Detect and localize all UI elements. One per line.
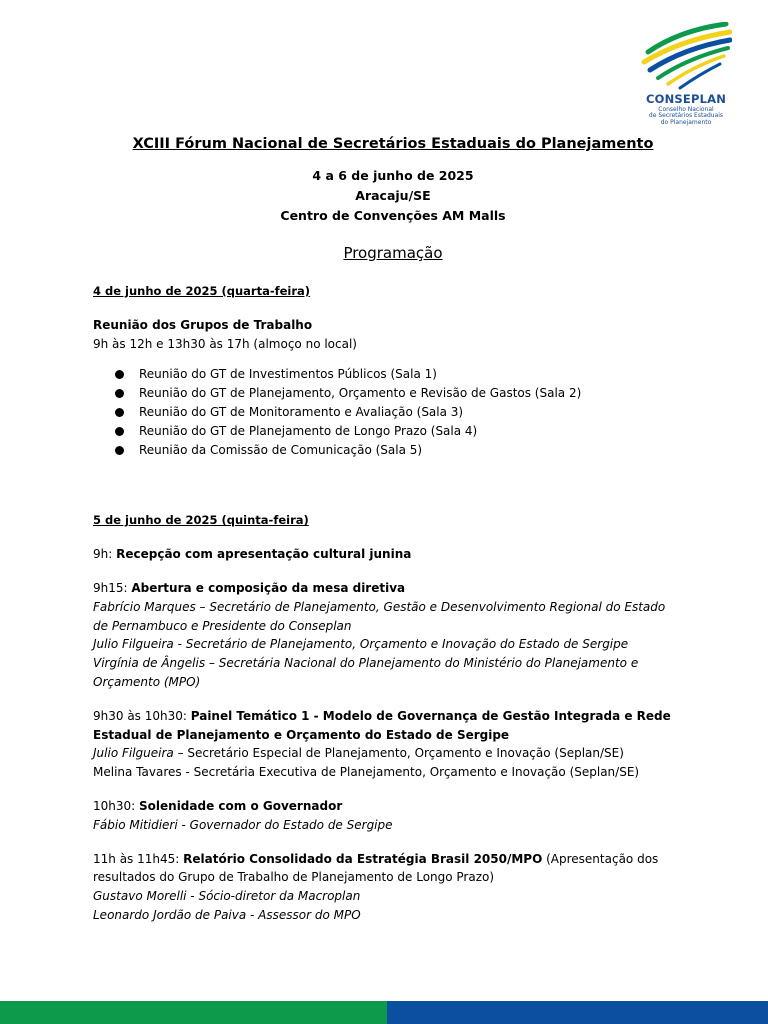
speaker-line: Julio Filgueira – Secretário Especial de Planejamento, Orçamento e Inovação (Seplan/SE): [93, 746, 624, 761]
list-item: Reunião do GT de Investimentos Públicos (Sala 1): [115, 365, 693, 384]
program-content: [93, 282, 693, 925]
day1-session-time: 9h às 12h e 13h30 às 17h (almoço no local): [93, 336, 357, 351]
event-venue: Centro de Convenções AM Malls: [280, 208, 506, 223]
footer-green-stripe: [0, 1001, 387, 1024]
speaker-line: Virgínia de Ângelis – Secretária Nacional do Planejamento do Ministério do Planejamento e: [93, 656, 639, 671]
event-relatorio: 11h às 11h45: Relatório Consolidado da Estratégia Brasil 2050/MPO (Apresentação dos: [93, 851, 659, 866]
logo-stripes-icon: [640, 22, 732, 92]
document-title: XCIII Fórum Nacional de Secretários Estaduais do Planejamento: [132, 136, 654, 152]
speaker-line: Julio Filgueira - Secretário de Planejamento, Orçamento e Inovação do Estado de Sergipe: [93, 637, 629, 652]
list-item: Reunião do GT de Planejamento de Longo Prazo (Sala 4): [115, 422, 693, 441]
event-relatorio-desc: resultados do Grupo de Trabalho de Planejamento de Longo Prazo): [93, 870, 495, 885]
speaker-line: Fábio Mitidieri - Governador do Estado de Sergipe: [93, 817, 393, 832]
logo-subtitle-line: de Secretários Estaduais: [648, 112, 724, 120]
event-painel-1-title-cont: Estadual de Planejamento e Orçamento do Estado de Sergipe: [93, 727, 510, 742]
event-recepcao: 9h: Recepção com apresentação cultural junina: [93, 547, 412, 562]
day2-heading: 5 de junho de 2025 (quinta-feira): [93, 513, 309, 528]
bullet-icon: [115, 427, 124, 436]
day1-gt-list: [93, 365, 693, 459]
speaker-line: Leonardo Jordão de Paiva - Assessor do MPO: [93, 907, 361, 922]
day1-session-title: Reunião dos Grupos de Trabalho: [93, 317, 313, 332]
logo-subtitle-line: Conselho Nacional: [658, 106, 714, 113]
bullet-icon: [115, 389, 124, 398]
day1-heading: 4 de junho de 2025 (quarta-feira): [93, 284, 311, 298]
event-abertura: 9h15: Abertura e composição da mesa diretiva: [93, 580, 406, 595]
speaker-line: Melina Tavares - Secretária Executiva de Planejamento, Orçamento e Inovação (Seplan/SE): [93, 765, 640, 780]
event-date: 4 a 6 de junho de 2025: [312, 168, 474, 183]
speaker-line: Fabrício Marques – Secretário de Planejamento, Gestão e Desenvolvimento Regional do Estado: [93, 599, 666, 614]
logo-subtitle-line: do Planejamento: [660, 118, 712, 126]
speaker-line: Orçamento (MPO): [93, 674, 201, 689]
list-item: Reunião da Comissão de Comunicação (Sala 5): [115, 441, 693, 460]
speaker-line: de Pernambuco e Presidente do Conseplan: [93, 618, 352, 633]
speaker-line: Gustavo Morelli - Sócio-diretor da Macroplan: [93, 889, 361, 904]
event-solenidade: 10h30: Solenidade com o Governador: [93, 798, 343, 813]
list-item: Reunião do GT de Planejamento, Orçamento e Revisão de Gastos (Sala 2): [115, 384, 693, 403]
bullet-icon: [115, 446, 124, 455]
bullet-icon: [115, 408, 124, 417]
event-city: Aracaju/SE: [355, 188, 431, 203]
footer-color-bar: [0, 1001, 768, 1024]
logo-name: CONSEPLAN: [645, 92, 727, 106]
logo-subtitle: [640, 107, 732, 126]
conseplan-logo: [640, 22, 732, 130]
list-item: Reunião do GT de Monitoramento e Avaliação (Sala 3): [115, 403, 693, 422]
event-painel-1: 9h30 às 10h30: Painel Temático 1 - Modelo de Governança de Gestão Integrada e Rede: [93, 708, 671, 723]
footer-blue-stripe: [387, 1001, 768, 1024]
section-title: Programação: [343, 244, 443, 262]
bullet-icon: [115, 370, 124, 379]
